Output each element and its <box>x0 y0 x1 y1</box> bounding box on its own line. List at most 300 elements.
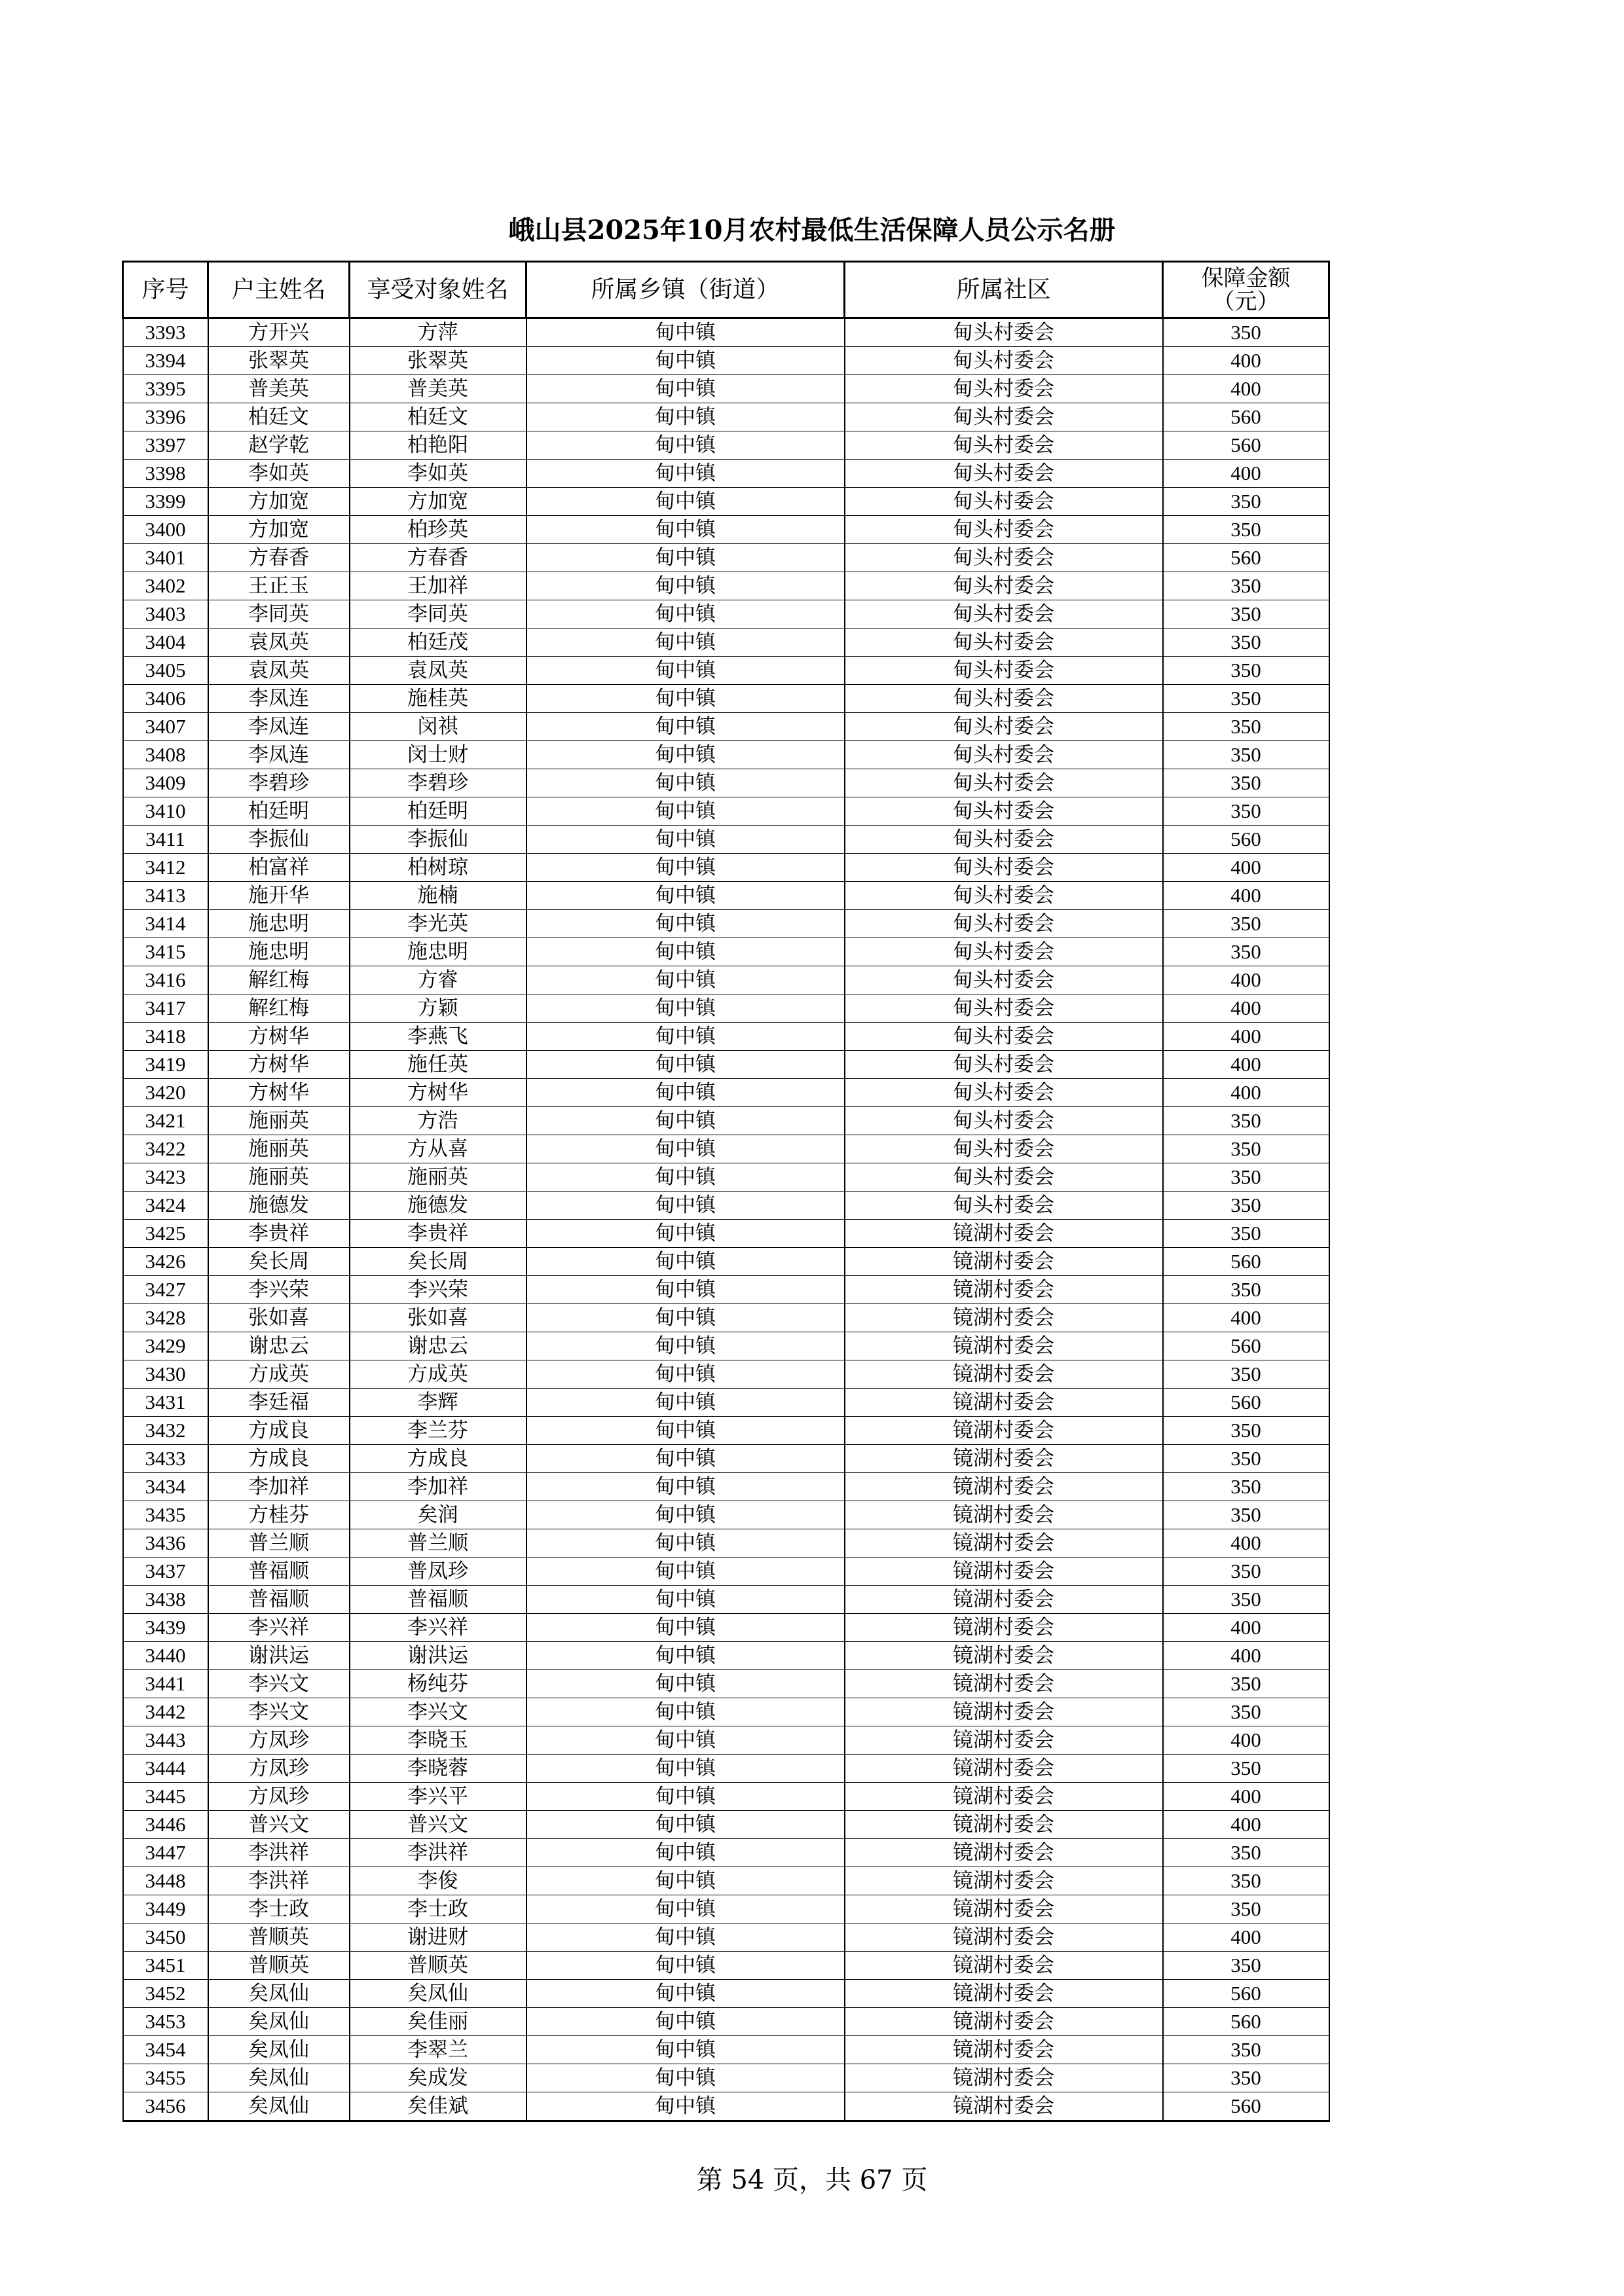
cell-beneficiary: 袁凤英 <box>350 657 526 685</box>
table-row <box>123 2064 1329 2092</box>
cell-serial: 3405 <box>123 657 208 685</box>
header-amount <box>1163 262 1329 318</box>
cell-serial: 3401 <box>123 544 208 572</box>
cell-beneficiary: 李同英 <box>350 600 526 629</box>
table-row <box>123 1332 1329 1360</box>
cell-community: 甸头村委会 <box>845 826 1163 854</box>
table-row <box>123 1726 1329 1755</box>
cell-beneficiary: 李碧珍 <box>350 769 526 797</box>
cell-amount: 400 <box>1163 1051 1329 1079</box>
cell-household-head: 李凤连 <box>208 685 350 713</box>
cell-serial: 3424 <box>123 1192 208 1220</box>
table-row <box>123 318 1329 347</box>
cell-township: 甸中镇 <box>526 1389 845 1417</box>
cell-amount: 350 <box>1163 572 1329 600</box>
cell-township: 甸中镇 <box>526 713 845 741</box>
cell-beneficiary: 李兴平 <box>350 1783 526 1811</box>
header-township: 所属乡镇（街道） <box>526 262 845 318</box>
cell-amount: 560 <box>1163 2008 1329 2036</box>
table-row <box>123 1755 1329 1783</box>
table-row <box>123 347 1329 375</box>
cell-township: 甸中镇 <box>526 685 845 713</box>
cell-township: 甸中镇 <box>526 1051 845 1079</box>
cell-amount: 350 <box>1163 1586 1329 1614</box>
cell-serial: 3406 <box>123 685 208 713</box>
cell-community: 甸头村委会 <box>845 600 1163 629</box>
cell-serial: 3415 <box>123 938 208 966</box>
table-row <box>123 1895 1329 1923</box>
cell-beneficiary: 施忠明 <box>350 938 526 966</box>
table-row <box>123 966 1329 994</box>
cell-serial: 3428 <box>123 1304 208 1332</box>
table-row <box>123 1248 1329 1276</box>
table-row <box>123 910 1329 938</box>
cell-community: 镜湖村委会 <box>845 1642 1163 1670</box>
cell-amount: 400 <box>1163 1726 1329 1755</box>
table-row <box>123 1980 1329 2008</box>
cell-beneficiary: 李如英 <box>350 460 526 488</box>
cell-community: 镜湖村委会 <box>845 1389 1163 1417</box>
cell-community: 甸头村委会 <box>845 657 1163 685</box>
cell-township: 甸中镇 <box>526 882 845 910</box>
cell-township: 甸中镇 <box>526 1529 845 1558</box>
cell-amount: 350 <box>1163 1417 1329 1445</box>
cell-household-head: 李凤连 <box>208 741 350 769</box>
cell-serial: 3438 <box>123 1586 208 1614</box>
cell-amount: 350 <box>1163 1445 1329 1473</box>
table-row <box>123 1051 1329 1079</box>
cell-amount: 400 <box>1163 1079 1329 1107</box>
cell-household-head: 施丽英 <box>208 1135 350 1163</box>
cell-community: 甸头村委会 <box>845 347 1163 375</box>
roster-table <box>122 261 1330 2122</box>
table-row <box>123 1811 1329 1839</box>
cell-household-head: 普兴文 <box>208 1811 350 1839</box>
cell-township: 甸中镇 <box>526 1107 845 1135</box>
cell-community: 镜湖村委会 <box>845 1501 1163 1529</box>
cell-amount: 560 <box>1163 403 1329 431</box>
cell-serial: 3430 <box>123 1360 208 1389</box>
cell-serial: 3400 <box>123 516 208 544</box>
table-row <box>123 1163 1329 1192</box>
cell-community: 甸头村委会 <box>845 966 1163 994</box>
cell-beneficiary: 矣佳斌 <box>350 2092 526 2121</box>
cell-serial: 3393 <box>123 318 208 347</box>
cell-amount: 350 <box>1163 1360 1329 1389</box>
cell-township: 甸中镇 <box>526 1811 845 1839</box>
document-title: 峨山县2025年10月农村最低生活保障人员公示名册 <box>508 215 1116 246</box>
cell-community: 镜湖村委会 <box>845 1670 1163 1698</box>
cell-township: 甸中镇 <box>526 1726 845 1755</box>
cell-beneficiary: 张如喜 <box>350 1304 526 1332</box>
cell-household-head: 谢洪运 <box>208 1642 350 1670</box>
cell-community: 镜湖村委会 <box>845 1332 1163 1360</box>
cell-beneficiary: 施德发 <box>350 1192 526 1220</box>
table-row <box>123 460 1329 488</box>
cell-amount: 400 <box>1163 347 1329 375</box>
cell-beneficiary: 普凤珍 <box>350 1558 526 1586</box>
cell-household-head: 张如喜 <box>208 1304 350 1332</box>
cell-township: 甸中镇 <box>526 1952 845 1980</box>
table-row <box>123 1023 1329 1051</box>
table-row <box>123 1079 1329 1107</box>
cell-household-head: 李碧珍 <box>208 769 350 797</box>
cell-serial: 3449 <box>123 1895 208 1923</box>
cell-household-head: 李如英 <box>208 460 350 488</box>
cell-serial: 3435 <box>123 1501 208 1529</box>
cell-township: 甸中镇 <box>526 1332 845 1360</box>
cell-household-head: 张翠英 <box>208 347 350 375</box>
cell-community: 镜湖村委会 <box>845 1698 1163 1726</box>
cell-amount: 400 <box>1163 882 1329 910</box>
cell-serial: 3416 <box>123 966 208 994</box>
cell-household-head: 方春香 <box>208 544 350 572</box>
cell-serial: 3436 <box>123 1529 208 1558</box>
cell-community: 镜湖村委会 <box>845 2008 1163 2036</box>
cell-community: 镜湖村委会 <box>845 1614 1163 1642</box>
cell-community: 甸头村委会 <box>845 318 1163 347</box>
table-header <box>123 262 1329 318</box>
cell-beneficiary: 王加祥 <box>350 572 526 600</box>
cell-township: 甸中镇 <box>526 966 845 994</box>
cell-beneficiary: 李俊 <box>350 1867 526 1895</box>
cell-community: 甸头村委会 <box>845 685 1163 713</box>
table-row <box>123 1473 1329 1501</box>
cell-serial: 3446 <box>123 1811 208 1839</box>
cell-community: 镜湖村委会 <box>845 2036 1163 2064</box>
cell-household-head: 李兴荣 <box>208 1276 350 1304</box>
table-row <box>123 1276 1329 1304</box>
cell-township: 甸中镇 <box>526 994 845 1023</box>
cell-household-head: 施忠明 <box>208 938 350 966</box>
cell-serial: 3423 <box>123 1163 208 1192</box>
cell-beneficiary: 柏廷文 <box>350 403 526 431</box>
table-row <box>123 488 1329 516</box>
cell-community: 镜湖村委会 <box>845 1755 1163 1783</box>
header-amount-line1: 保障金额 <box>1201 264 1291 291</box>
cell-household-head: 王正玉 <box>208 572 350 600</box>
table-row <box>123 403 1329 431</box>
cell-serial: 3439 <box>123 1614 208 1642</box>
cell-township: 甸中镇 <box>526 1783 845 1811</box>
cell-township: 甸中镇 <box>526 1558 845 1586</box>
cell-amount: 560 <box>1163 826 1329 854</box>
cell-community: 甸头村委会 <box>845 882 1163 910</box>
cell-serial: 3441 <box>123 1670 208 1698</box>
cell-serial: 3431 <box>123 1389 208 1417</box>
cell-beneficiary: 杨纯芬 <box>350 1670 526 1698</box>
cell-township: 甸中镇 <box>526 318 845 347</box>
cell-amount: 400 <box>1163 375 1329 403</box>
header-household-head: 户主姓名 <box>208 262 350 318</box>
cell-community: 甸头村委会 <box>845 431 1163 460</box>
cell-township: 甸中镇 <box>526 1473 845 1501</box>
cell-household-head: 方开兴 <box>208 318 350 347</box>
cell-township: 甸中镇 <box>526 572 845 600</box>
cell-community: 镜湖村委会 <box>845 1726 1163 1755</box>
cell-community: 镜湖村委会 <box>845 1980 1163 2008</box>
cell-household-head: 方加宽 <box>208 488 350 516</box>
cell-serial: 3407 <box>123 713 208 741</box>
cell-community: 甸头村委会 <box>845 741 1163 769</box>
cell-beneficiary: 张翠英 <box>350 347 526 375</box>
cell-serial: 3445 <box>123 1783 208 1811</box>
cell-beneficiary: 柏艳阳 <box>350 431 526 460</box>
cell-household-head: 普美英 <box>208 375 350 403</box>
cell-household-head: 方树华 <box>208 1079 350 1107</box>
header-beneficiary: 享受对象姓名 <box>350 262 526 318</box>
cell-amount: 400 <box>1163 1642 1329 1670</box>
table-row <box>123 1220 1329 1248</box>
cell-beneficiary: 李振仙 <box>350 826 526 854</box>
table-row <box>123 769 1329 797</box>
cell-household-head: 方凤珍 <box>208 1783 350 1811</box>
cell-beneficiary: 矣凤仙 <box>350 1980 526 2008</box>
cell-beneficiary: 闵祺 <box>350 713 526 741</box>
cell-township: 甸中镇 <box>526 1220 845 1248</box>
cell-township: 甸中镇 <box>526 1895 845 1923</box>
cell-amount: 350 <box>1163 318 1329 347</box>
cell-amount: 350 <box>1163 685 1329 713</box>
cell-household-head: 矣长周 <box>208 1248 350 1276</box>
cell-serial: 3420 <box>123 1079 208 1107</box>
table-row <box>123 629 1329 657</box>
cell-community: 甸头村委会 <box>845 1023 1163 1051</box>
cell-community: 甸头村委会 <box>845 375 1163 403</box>
table-row <box>123 1783 1329 1811</box>
cell-amount: 350 <box>1163 910 1329 938</box>
cell-serial: 3421 <box>123 1107 208 1135</box>
table-row <box>123 854 1329 882</box>
cell-household-head: 柏廷文 <box>208 403 350 431</box>
cell-community: 甸头村委会 <box>845 516 1163 544</box>
cell-beneficiary: 普兴文 <box>350 1811 526 1839</box>
cell-serial: 3447 <box>123 1839 208 1867</box>
cell-amount: 560 <box>1163 1248 1329 1276</box>
cell-amount: 350 <box>1163 1698 1329 1726</box>
cell-community: 镜湖村委会 <box>845 1811 1163 1839</box>
cell-community: 镜湖村委会 <box>845 1952 1163 1980</box>
header-serial: 序号 <box>123 262 208 318</box>
cell-amount: 350 <box>1163 1839 1329 1867</box>
cell-amount: 350 <box>1163 1192 1329 1220</box>
table-row <box>123 797 1329 826</box>
cell-township: 甸中镇 <box>526 1839 845 1867</box>
table-row <box>123 741 1329 769</box>
cell-township: 甸中镇 <box>526 1445 845 1473</box>
cell-household-head: 施丽英 <box>208 1163 350 1192</box>
table-row <box>123 994 1329 1023</box>
cell-community: 镜湖村委会 <box>845 2064 1163 2092</box>
cell-township: 甸中镇 <box>526 2008 845 2036</box>
cell-beneficiary: 柏廷茂 <box>350 629 526 657</box>
cell-serial: 3437 <box>123 1558 208 1586</box>
cell-amount: 400 <box>1163 854 1329 882</box>
cell-household-head: 方加宽 <box>208 516 350 544</box>
cell-household-head: 施忠明 <box>208 910 350 938</box>
cell-community: 镜湖村委会 <box>845 1923 1163 1952</box>
cell-amount: 400 <box>1163 1614 1329 1642</box>
cell-serial: 3395 <box>123 375 208 403</box>
cell-township: 甸中镇 <box>526 2036 845 2064</box>
cell-beneficiary: 李兴荣 <box>350 1276 526 1304</box>
cell-serial: 3414 <box>123 910 208 938</box>
cell-amount: 560 <box>1163 1389 1329 1417</box>
cell-amount: 350 <box>1163 1107 1329 1135</box>
cell-township: 甸中镇 <box>526 1135 845 1163</box>
header-row <box>123 262 1329 318</box>
cell-beneficiary: 方颖 <box>350 994 526 1023</box>
cell-household-head: 方树华 <box>208 1023 350 1051</box>
cell-household-head: 方树华 <box>208 1051 350 1079</box>
cell-township: 甸中镇 <box>526 1698 845 1726</box>
cell-beneficiary: 李光英 <box>350 910 526 938</box>
cell-amount: 350 <box>1163 657 1329 685</box>
cell-amount: 350 <box>1163 1670 1329 1698</box>
cell-household-head: 李同英 <box>208 600 350 629</box>
cell-amount: 350 <box>1163 2064 1329 2092</box>
cell-serial: 3450 <box>123 1923 208 1952</box>
cell-serial: 3404 <box>123 629 208 657</box>
cell-beneficiary: 普美英 <box>350 375 526 403</box>
cell-amount: 350 <box>1163 769 1329 797</box>
cell-serial: 3411 <box>123 826 208 854</box>
cell-community: 镜湖村委会 <box>845 1783 1163 1811</box>
cell-amount: 400 <box>1163 1304 1329 1332</box>
cell-beneficiary: 矣佳丽 <box>350 2008 526 2036</box>
cell-township: 甸中镇 <box>526 1360 845 1389</box>
cell-household-head: 李贵祥 <box>208 1220 350 1248</box>
cell-amount: 350 <box>1163 797 1329 826</box>
cell-serial: 3433 <box>123 1445 208 1473</box>
cell-community: 镜湖村委会 <box>845 1529 1163 1558</box>
cell-beneficiary: 李辉 <box>350 1389 526 1417</box>
cell-serial: 3455 <box>123 2064 208 2092</box>
cell-serial: 3440 <box>123 1642 208 1670</box>
cell-township: 甸中镇 <box>526 516 845 544</box>
cell-household-head: 矣凤仙 <box>208 2064 350 2092</box>
cell-amount: 560 <box>1163 1332 1329 1360</box>
cell-amount: 400 <box>1163 1783 1329 1811</box>
cell-serial: 3429 <box>123 1332 208 1360</box>
cell-serial: 3427 <box>123 1276 208 1304</box>
cell-beneficiary: 柏珍英 <box>350 516 526 544</box>
table-row <box>123 1698 1329 1726</box>
table-row <box>123 2092 1329 2121</box>
cell-community: 镜湖村委会 <box>845 1360 1163 1389</box>
cell-beneficiary: 柏树琼 <box>350 854 526 882</box>
cell-beneficiary: 方成英 <box>350 1360 526 1389</box>
table-row <box>123 1614 1329 1642</box>
cell-serial: 3442 <box>123 1698 208 1726</box>
cell-serial: 3398 <box>123 460 208 488</box>
cell-township: 甸中镇 <box>526 1304 845 1332</box>
cell-amount: 350 <box>1163 1755 1329 1783</box>
cell-township: 甸中镇 <box>526 2064 845 2092</box>
cell-household-head: 普顺英 <box>208 1952 350 1980</box>
cell-township: 甸中镇 <box>526 657 845 685</box>
table-row <box>123 1923 1329 1952</box>
header-community: 所属社区 <box>845 262 1163 318</box>
cell-community: 甸头村委会 <box>845 713 1163 741</box>
table-row <box>123 685 1329 713</box>
cell-township: 甸中镇 <box>526 854 845 882</box>
cell-serial: 3397 <box>123 431 208 460</box>
cell-serial: 3451 <box>123 1952 208 1980</box>
cell-amount: 400 <box>1163 460 1329 488</box>
cell-community: 甸头村委会 <box>845 629 1163 657</box>
cell-serial: 3434 <box>123 1473 208 1501</box>
cell-amount: 560 <box>1163 2092 1329 2121</box>
cell-community: 镜湖村委会 <box>845 1248 1163 1276</box>
cell-amount: 350 <box>1163 741 1329 769</box>
table-row <box>123 1558 1329 1586</box>
cell-community: 甸头村委会 <box>845 938 1163 966</box>
cell-serial: 3418 <box>123 1023 208 1051</box>
cell-beneficiary: 矣长周 <box>350 1248 526 1276</box>
cell-serial: 3403 <box>123 600 208 629</box>
cell-amount: 560 <box>1163 544 1329 572</box>
cell-beneficiary: 李晓玉 <box>350 1726 526 1755</box>
table-row <box>123 1304 1329 1332</box>
table-row <box>123 600 1329 629</box>
cell-beneficiary: 李晓蓉 <box>350 1755 526 1783</box>
cell-amount: 350 <box>1163 1558 1329 1586</box>
table-row <box>123 1867 1329 1895</box>
cell-household-head: 李兴文 <box>208 1698 350 1726</box>
cell-beneficiary: 方成良 <box>350 1445 526 1473</box>
cell-household-head: 普顺英 <box>208 1923 350 1952</box>
cell-community: 镜湖村委会 <box>845 1417 1163 1445</box>
table-row <box>123 938 1329 966</box>
cell-beneficiary: 矣成发 <box>350 2064 526 2092</box>
cell-township: 甸中镇 <box>526 431 845 460</box>
cell-township: 甸中镇 <box>526 1923 845 1952</box>
cell-household-head: 矣凤仙 <box>208 1980 350 2008</box>
table-row <box>123 1529 1329 1558</box>
cell-serial: 3394 <box>123 347 208 375</box>
cell-beneficiary: 李贵祥 <box>350 1220 526 1248</box>
cell-amount: 350 <box>1163 516 1329 544</box>
cell-community: 甸头村委会 <box>845 1107 1163 1135</box>
cell-amount: 350 <box>1163 938 1329 966</box>
cell-household-head: 李士政 <box>208 1895 350 1923</box>
cell-household-head: 李振仙 <box>208 826 350 854</box>
cell-amount: 350 <box>1163 629 1329 657</box>
cell-community: 镜湖村委会 <box>845 1839 1163 1867</box>
cell-household-head: 方成英 <box>208 1360 350 1389</box>
cell-amount: 350 <box>1163 1276 1329 1304</box>
table-row <box>123 2008 1329 2036</box>
cell-township: 甸中镇 <box>526 1276 845 1304</box>
cell-community: 镜湖村委会 <box>845 1558 1163 1586</box>
cell-township: 甸中镇 <box>526 403 845 431</box>
table-row <box>123 1670 1329 1698</box>
cell-beneficiary: 施任英 <box>350 1051 526 1079</box>
cell-community: 甸头村委会 <box>845 1163 1163 1192</box>
cell-household-head: 方凤珍 <box>208 1726 350 1755</box>
cell-serial: 3425 <box>123 1220 208 1248</box>
cell-beneficiary: 方睿 <box>350 966 526 994</box>
cell-community: 甸头村委会 <box>845 1135 1163 1163</box>
cell-community: 镜湖村委会 <box>845 1473 1163 1501</box>
cell-household-head: 李洪祥 <box>208 1839 350 1867</box>
cell-amount: 350 <box>1163 1501 1329 1529</box>
cell-beneficiary: 矣润 <box>350 1501 526 1529</box>
cell-household-head: 方桂芬 <box>208 1501 350 1529</box>
cell-amount: 350 <box>1163 1135 1329 1163</box>
cell-household-head: 方成良 <box>208 1445 350 1473</box>
